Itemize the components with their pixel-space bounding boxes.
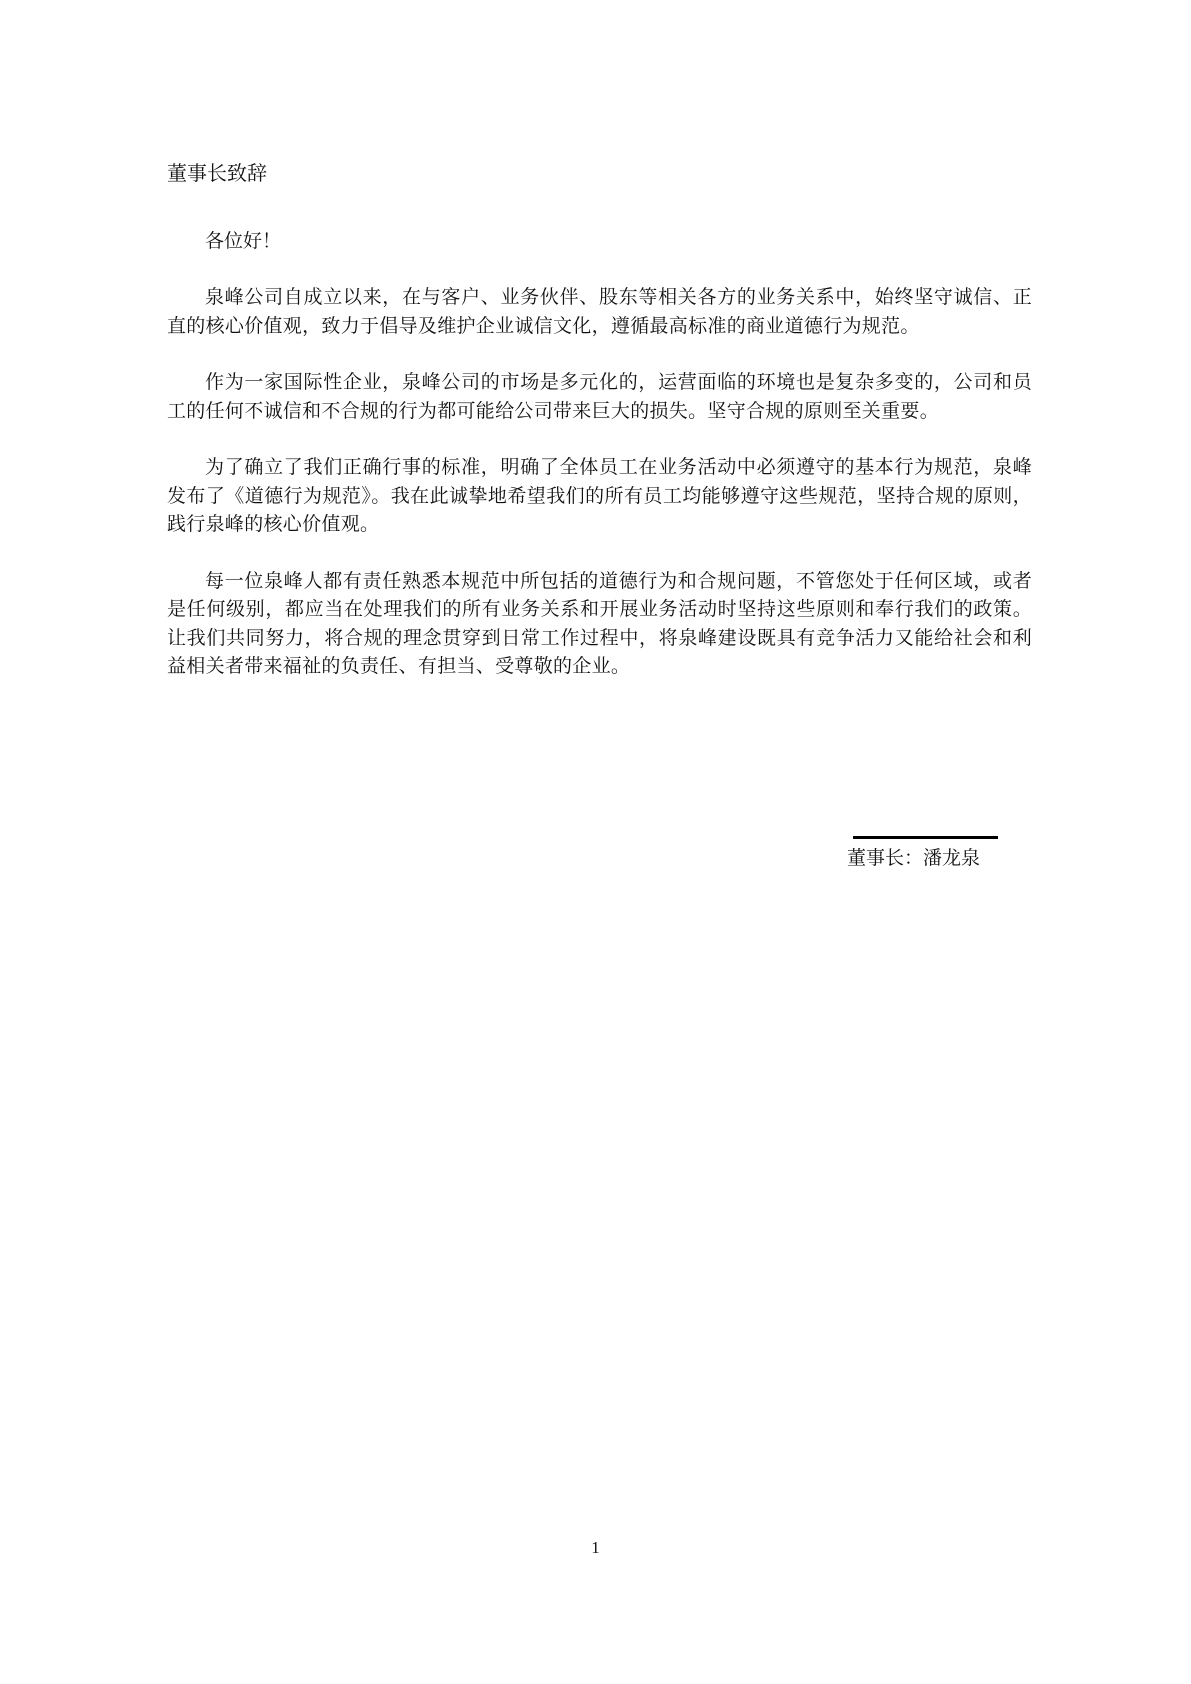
signature-line: 董事长：潘龙泉	[846, 848, 980, 869]
body-paragraph: 泉峰公司自成立以来，在与客户、业务伙伴、股东等相关各方的业务关系中，始终坚守诚信、正直的核心价值观，致力于倡导及维护企业诚信文化，遵循最高标准的商业道德行为规范。	[167, 287, 1032, 337]
signature-rule	[853, 836, 998, 839]
body-paragraph: 为了确立了我们正确行事的标准，明确了全体员工在业务活动中必须遵守的基本行为规范，泉峰发布了《道德行为规范》。我在此诚挚地希望我们的所有员工均能够遵守这些规范，坚持合规的原则，践行泉峰的核心价值观。	[167, 457, 1032, 535]
greeting-line: 各位好！	[205, 231, 282, 252]
page-number: 1	[591, 1538, 600, 1557]
page-footer	[0, 1538, 1191, 1558]
signature-block	[847, 836, 998, 873]
body-paragraph: 作为一家国际性企业，泉峰公司的市场是多元化的，运营面临的环境也是复杂多变的，公司和员工的任何不诚信和不合规的行为都可能给公司带来巨大的损失。坚守合规的原则至关重要。	[167, 372, 1032, 422]
body-paragraph: 每一位泉峰人都有责任熟悉本规范中所包括的道德行为和合规问题，不管您处于任何区域，或者是任何级别，都应当在处理我们的所有业务关系和开展业务活动时坚持这些原则和奉行我们的政策。让我们共同努力，将合规的理念贯穿到日常工作过程中，将泉峰建设既具有竞争活力又能给社会和利益相关者带来福祉的负责任、有担当、受尊敬的企业。	[167, 570, 1032, 677]
document-title: 董事长致辞	[167, 163, 267, 185]
